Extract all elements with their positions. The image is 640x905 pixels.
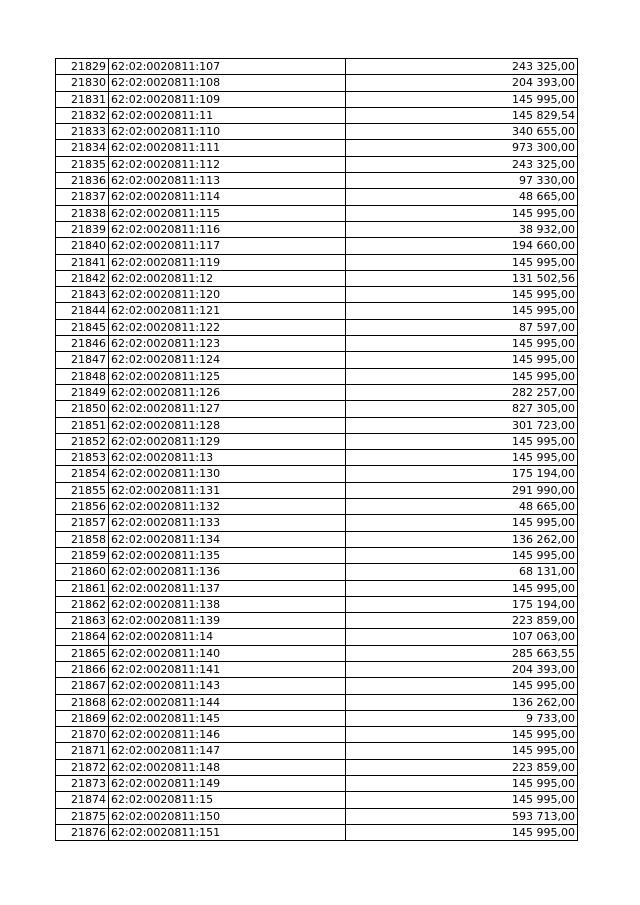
row-number-cell: 21840 (56, 238, 109, 254)
cadastral-number-cell: 62:02:0020811:145 (109, 710, 346, 726)
row-number-cell: 21870 (56, 727, 109, 743)
row-number-cell: 21857 (56, 515, 109, 531)
cadastral-number-cell: 62:02:0020811:127 (109, 401, 346, 417)
table-row (56, 238, 578, 254)
row-number-cell: 21839 (56, 221, 109, 237)
value-cell: 145 995,00 (346, 515, 578, 531)
table-row (56, 629, 578, 645)
cadastral-number-cell: 62:02:0020811:146 (109, 727, 346, 743)
value-cell: 973 300,00 (346, 140, 578, 156)
row-number-cell: 21874 (56, 792, 109, 808)
table-row (56, 580, 578, 596)
value-cell: 145 995,00 (346, 727, 578, 743)
value-cell: 145 995,00 (346, 287, 578, 303)
row-number-cell: 21851 (56, 417, 109, 433)
value-cell: 48 665,00 (346, 189, 578, 205)
table-row (56, 596, 578, 612)
table-row (56, 710, 578, 726)
table-row (56, 433, 578, 449)
cadastral-number-cell: 62:02:0020811:120 (109, 287, 346, 303)
cadastral-number-cell: 62:02:0020811:108 (109, 75, 346, 91)
row-number-cell: 21836 (56, 173, 109, 189)
cadastral-number-cell: 62:02:0020811:151 (109, 824, 346, 840)
table-row (56, 319, 578, 335)
value-cell: 194 660,00 (346, 238, 578, 254)
value-cell: 145 995,00 (346, 205, 578, 221)
value-cell: 145 995,00 (346, 743, 578, 759)
row-number-cell: 21844 (56, 303, 109, 319)
table-row (56, 824, 578, 840)
cadastral-number-cell: 62:02:0020811:144 (109, 694, 346, 710)
row-number-cell: 21876 (56, 824, 109, 840)
table-row (56, 482, 578, 498)
row-number-cell: 21860 (56, 564, 109, 580)
value-cell: 97 330,00 (346, 173, 578, 189)
cadastral-number-cell: 62:02:0020811:124 (109, 352, 346, 368)
cadastral-number-cell: 62:02:0020811:119 (109, 254, 346, 270)
row-number-cell: 21834 (56, 140, 109, 156)
cadastral-number-cell: 62:02:0020811:141 (109, 661, 346, 677)
cadastral-number-cell: 62:02:0020811:114 (109, 189, 346, 205)
cadastral-number-cell: 62:02:0020811:125 (109, 368, 346, 384)
table-row (56, 107, 578, 123)
cadastral-number-cell: 62:02:0020811:123 (109, 336, 346, 352)
row-number-cell: 21831 (56, 91, 109, 107)
cadastral-number-cell: 62:02:0020811:11 (109, 107, 346, 123)
cadastral-number-cell: 62:02:0020811:130 (109, 466, 346, 482)
row-number-cell: 21858 (56, 531, 109, 547)
value-cell: 145 995,00 (346, 580, 578, 596)
value-cell: 145 995,00 (346, 254, 578, 270)
value-cell: 827 305,00 (346, 401, 578, 417)
row-number-cell: 21869 (56, 710, 109, 726)
cadastral-number-cell: 62:02:0020811:147 (109, 743, 346, 759)
table-row (56, 205, 578, 221)
value-cell: 145 995,00 (346, 352, 578, 368)
table-row (56, 189, 578, 205)
table-row (56, 450, 578, 466)
table-row (56, 156, 578, 172)
cadastral-number-cell: 62:02:0020811:107 (109, 59, 346, 75)
value-cell: 145 995,00 (346, 547, 578, 563)
row-number-cell: 21852 (56, 433, 109, 449)
row-number-cell: 21838 (56, 205, 109, 221)
table-row (56, 645, 578, 661)
value-cell: 145 995,00 (346, 824, 578, 840)
cadastral-number-cell: 62:02:0020811:139 (109, 613, 346, 629)
row-number-cell: 21846 (56, 336, 109, 352)
row-number-cell: 21873 (56, 776, 109, 792)
value-cell: 48 665,00 (346, 499, 578, 515)
cadastral-number-cell: 62:02:0020811:117 (109, 238, 346, 254)
table-row (56, 384, 578, 400)
value-cell: 243 325,00 (346, 156, 578, 172)
value-cell: 175 194,00 (346, 466, 578, 482)
row-number-cell: 21835 (56, 156, 109, 172)
row-number-cell: 21848 (56, 368, 109, 384)
cadastral-number-cell: 62:02:0020811:132 (109, 499, 346, 515)
cadastral-number-cell: 62:02:0020811:14 (109, 629, 346, 645)
value-cell: 136 262,00 (346, 531, 578, 547)
row-number-cell: 21841 (56, 254, 109, 270)
table-body (56, 59, 578, 841)
value-cell: 145 995,00 (346, 792, 578, 808)
value-cell: 145 995,00 (346, 776, 578, 792)
cadastral-number-cell: 62:02:0020811:133 (109, 515, 346, 531)
cadastral-number-cell: 62:02:0020811:149 (109, 776, 346, 792)
table-row (56, 287, 578, 303)
table-row (56, 59, 578, 75)
value-cell: 301 723,00 (346, 417, 578, 433)
table-row (56, 678, 578, 694)
row-number-cell: 21850 (56, 401, 109, 417)
value-cell: 223 859,00 (346, 759, 578, 775)
cadastral-number-cell: 62:02:0020811:137 (109, 580, 346, 596)
table-row (56, 776, 578, 792)
row-number-cell: 21875 (56, 808, 109, 824)
row-number-cell: 21843 (56, 287, 109, 303)
table-row (56, 531, 578, 547)
row-number-cell: 21867 (56, 678, 109, 694)
table-row (56, 124, 578, 140)
cadastral-number-cell: 62:02:0020811:150 (109, 808, 346, 824)
cadastral-number-cell: 62:02:0020811:110 (109, 124, 346, 140)
table-row (56, 808, 578, 824)
cadastral-number-cell: 62:02:0020811:136 (109, 564, 346, 580)
cadastral-number-cell: 62:02:0020811:116 (109, 221, 346, 237)
value-cell: 243 325,00 (346, 59, 578, 75)
value-cell: 136 262,00 (346, 694, 578, 710)
row-number-cell: 21845 (56, 319, 109, 335)
row-number-cell: 21872 (56, 759, 109, 775)
row-number-cell: 21855 (56, 482, 109, 498)
cadastral-number-cell: 62:02:0020811:140 (109, 645, 346, 661)
row-number-cell: 21871 (56, 743, 109, 759)
value-cell: 38 932,00 (346, 221, 578, 237)
value-cell: 68 131,00 (346, 564, 578, 580)
cadastral-number-cell: 62:02:0020811:131 (109, 482, 346, 498)
row-number-cell: 21863 (56, 613, 109, 629)
value-cell: 145 995,00 (346, 450, 578, 466)
value-cell: 145 995,00 (346, 336, 578, 352)
table-row (56, 91, 578, 107)
cadastral-number-cell: 62:02:0020811:126 (109, 384, 346, 400)
row-number-cell: 21868 (56, 694, 109, 710)
table-row (56, 499, 578, 515)
row-number-cell: 21847 (56, 352, 109, 368)
table-row (56, 221, 578, 237)
table-row (56, 694, 578, 710)
value-cell: 145 995,00 (346, 91, 578, 107)
value-cell: 87 597,00 (346, 319, 578, 335)
row-number-cell: 21861 (56, 580, 109, 596)
table-row (56, 759, 578, 775)
table-row (56, 254, 578, 270)
cadastral-number-cell: 62:02:0020811:148 (109, 759, 346, 775)
value-cell: 340 655,00 (346, 124, 578, 140)
value-cell: 593 713,00 (346, 808, 578, 824)
cadastral-number-cell: 62:02:0020811:135 (109, 547, 346, 563)
value-cell: 145 995,00 (346, 678, 578, 694)
value-cell: 291 990,00 (346, 482, 578, 498)
cadastral-number-cell: 62:02:0020811:112 (109, 156, 346, 172)
table-row (56, 173, 578, 189)
cadastral-number-cell: 62:02:0020811:12 (109, 270, 346, 286)
row-number-cell: 21859 (56, 547, 109, 563)
row-number-cell: 21864 (56, 629, 109, 645)
row-number-cell: 21837 (56, 189, 109, 205)
table-row (56, 613, 578, 629)
table-row (56, 140, 578, 156)
cadastral-number-cell: 62:02:0020811:128 (109, 417, 346, 433)
table-row (56, 743, 578, 759)
value-cell: 282 257,00 (346, 384, 578, 400)
row-number-cell: 21866 (56, 661, 109, 677)
value-cell: 285 663,55 (346, 645, 578, 661)
cadastral-value-table (55, 58, 578, 841)
value-cell: 131 502,56 (346, 270, 578, 286)
table-row (56, 270, 578, 286)
table-row (56, 417, 578, 433)
cadastral-number-cell: 62:02:0020811:121 (109, 303, 346, 319)
table-row (56, 75, 578, 91)
cadastral-number-cell: 62:02:0020811:13 (109, 450, 346, 466)
cadastral-number-cell: 62:02:0020811:109 (109, 91, 346, 107)
table-row (56, 564, 578, 580)
table-row (56, 401, 578, 417)
value-cell: 204 393,00 (346, 661, 578, 677)
row-number-cell: 21853 (56, 450, 109, 466)
value-cell: 175 194,00 (346, 596, 578, 612)
cadastral-number-cell: 62:02:0020811:15 (109, 792, 346, 808)
cadastral-number-cell: 62:02:0020811:115 (109, 205, 346, 221)
value-cell: 145 829,54 (346, 107, 578, 123)
table-row (56, 792, 578, 808)
row-number-cell: 21862 (56, 596, 109, 612)
row-number-cell: 21829 (56, 59, 109, 75)
value-cell: 223 859,00 (346, 613, 578, 629)
table-row (56, 515, 578, 531)
table-row (56, 368, 578, 384)
table-row (56, 466, 578, 482)
value-cell: 9 733,00 (346, 710, 578, 726)
row-number-cell: 21832 (56, 107, 109, 123)
cadastral-number-cell: 62:02:0020811:129 (109, 433, 346, 449)
value-cell: 107 063,00 (346, 629, 578, 645)
row-number-cell: 21865 (56, 645, 109, 661)
table-row (56, 336, 578, 352)
cadastral-number-cell: 62:02:0020811:138 (109, 596, 346, 612)
value-cell: 145 995,00 (346, 303, 578, 319)
table-row (56, 352, 578, 368)
table-row (56, 303, 578, 319)
row-number-cell: 21830 (56, 75, 109, 91)
table-row (56, 727, 578, 743)
cadastral-number-cell: 62:02:0020811:143 (109, 678, 346, 694)
row-number-cell: 21833 (56, 124, 109, 140)
table-row (56, 547, 578, 563)
cadastral-number-cell: 62:02:0020811:113 (109, 173, 346, 189)
cadastral-number-cell: 62:02:0020811:122 (109, 319, 346, 335)
row-number-cell: 21849 (56, 384, 109, 400)
value-cell: 204 393,00 (346, 75, 578, 91)
value-cell: 145 995,00 (346, 368, 578, 384)
table-row (56, 661, 578, 677)
cadastral-number-cell: 62:02:0020811:111 (109, 140, 346, 156)
row-number-cell: 21842 (56, 270, 109, 286)
row-number-cell: 21854 (56, 466, 109, 482)
cadastral-number-cell: 62:02:0020811:134 (109, 531, 346, 547)
value-cell: 145 995,00 (346, 433, 578, 449)
row-number-cell: 21856 (56, 499, 109, 515)
